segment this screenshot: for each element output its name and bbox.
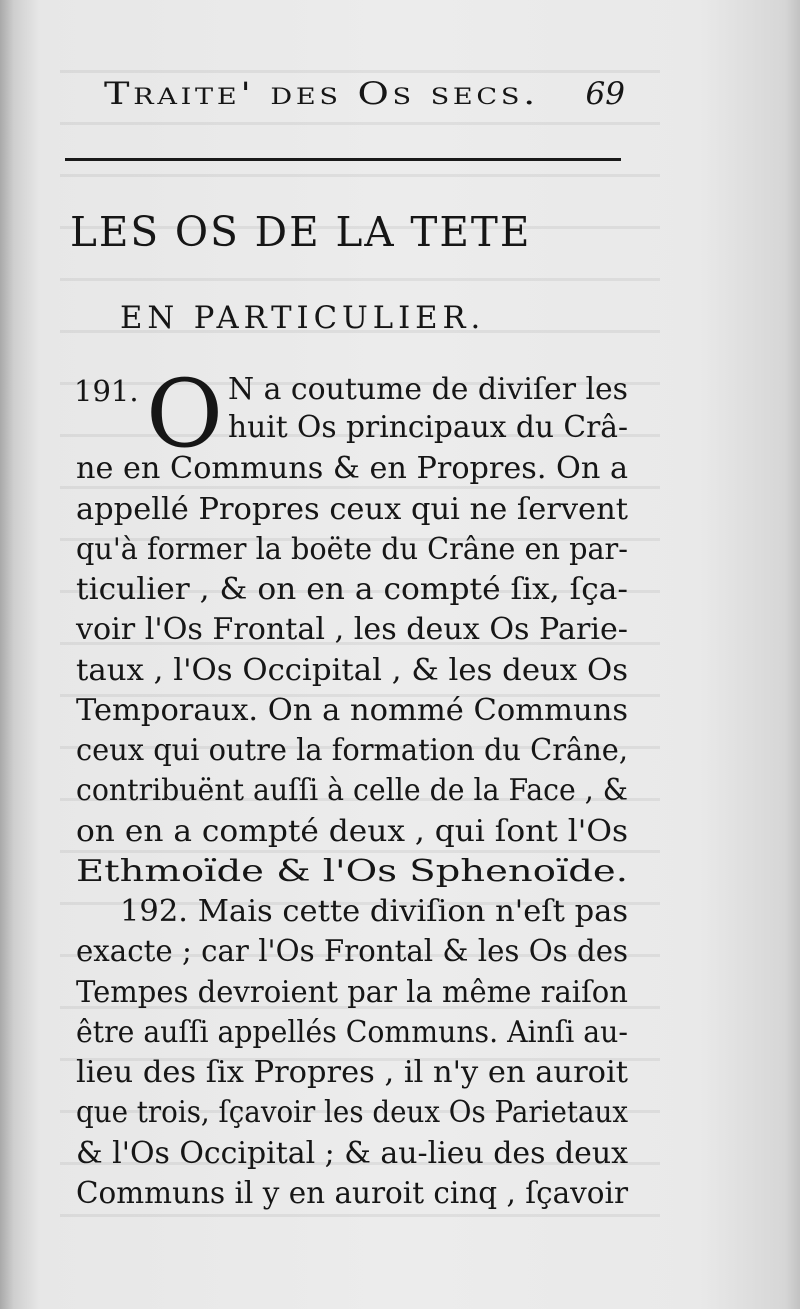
text-line: contribuënt auſſi à celle de la Face , & bbox=[76, 773, 628, 808]
page-number: 69 bbox=[585, 76, 625, 112]
text-line: 192. Mais cette diviſion n'eſt pas bbox=[120, 894, 629, 929]
text-line: être auſſi appellés Communs. Ainſi au- bbox=[76, 1015, 628, 1050]
running-head bbox=[100, 76, 625, 126]
text-line: ceux qui outre la formation du Crâne, bbox=[76, 733, 629, 768]
chapter-subheading: EN PARTICULIER. bbox=[120, 300, 486, 336]
text-line: on en a compté deux , qui ſont l'Os bbox=[76, 814, 628, 849]
paragraph-number-191: 191. bbox=[74, 374, 139, 408]
text-line: que trois, ſçavoir les deux Os Parietaux bbox=[76, 1095, 629, 1130]
running-head-title: Traite' des Os secs. bbox=[104, 76, 540, 112]
text-line: N a coutume de diviſer les bbox=[228, 372, 629, 407]
text-line: taux , l'Os Occipital , & les deux Os bbox=[76, 653, 629, 688]
text-line: huit Os principaux du Crâ- bbox=[228, 410, 629, 445]
text-line: appellé Propres ceux qui ne ſervent bbox=[76, 492, 628, 527]
text-line: Temporaux. On a nommé Communs bbox=[76, 693, 628, 728]
chapter-heading: LES OS DE LA TETE bbox=[70, 208, 532, 256]
text-line: Tempes devroient par la même raiſon bbox=[76, 975, 628, 1010]
text-line: voir l'Os Frontal , les deux Os Parie- bbox=[76, 612, 628, 647]
text-line: & l'Os Occipital ; & au-lieu des deux bbox=[76, 1136, 629, 1171]
text-line: qu'à former la boëte du Crâne en par- bbox=[76, 532, 628, 567]
header-rule bbox=[65, 158, 621, 161]
text-line: lieu des ſix Propres , il n'y en auroit bbox=[76, 1055, 628, 1090]
text-line: ticulier , & on en a compté ſix, ſça- bbox=[76, 572, 628, 607]
text-line: Ethmoïde & l'Os Sphenoïde. bbox=[76, 854, 628, 889]
text-line: exacte ; car l'Os Frontal & les Os des bbox=[76, 934, 629, 969]
drop-cap: O bbox=[146, 360, 224, 469]
text-line: ne en Communs & en Propres. On a bbox=[76, 451, 629, 486]
text-line: Communs il y en auroit cinq , ſçavoir bbox=[76, 1176, 629, 1211]
